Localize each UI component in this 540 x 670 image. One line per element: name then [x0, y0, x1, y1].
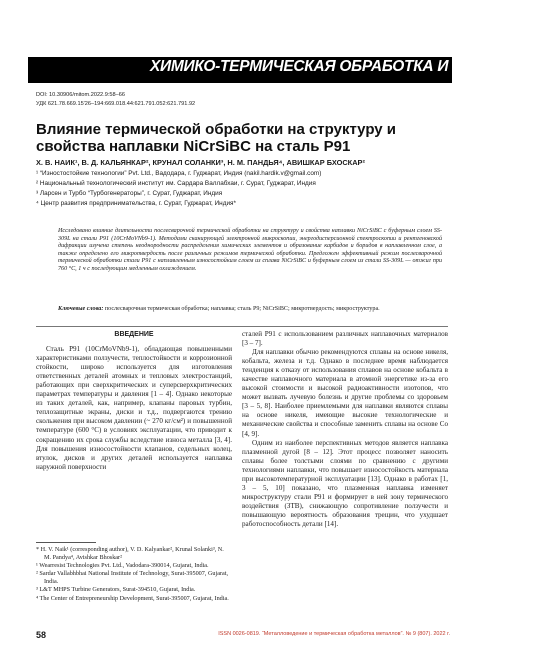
footnote-1: ¹ Wearresist Technologies Pvt. Ltd., Vadodara-390014, Gujarat, India.	[36, 562, 209, 570]
article-title: Влияние термической обработки на структуру и свойства наплавки NiCrSiBC на сталь P91	[36, 121, 397, 155]
section-heading: ВВЕДЕНИЕ	[114, 331, 154, 338]
intro-paragraph-continued: сталей P91 с использованием различных наплавочных материалов [3 – 7].	[242, 330, 448, 348]
udk: УДК 621.78.669.15'26–194:669.018.44:621.791.052:621.791.92	[36, 101, 196, 107]
keywords-label: Ключевые слова:	[58, 306, 104, 312]
section-rubric: ХИМИКО-ТЕРМИЧЕСКАЯ ОБРАБОТКА И ПОКРЫТИЯ	[150, 58, 540, 75]
doi[interactable]: DOI: 10.30906/mitom.2022.9:58–66	[36, 92, 125, 98]
journal-citation: ISSN 0026-0819. “Металловедение и термическая обработка металлов”. № 9 (807). 2022 г.	[218, 631, 450, 637]
footnote-2: ² Sardar Vallabhbhai National Institute of Technology, Surat-395007, Gujarat, India.	[36, 570, 229, 586]
left-column	[36, 330, 232, 472]
footnote-3: ³ L&T MHPS Turbine Generators, Surat-394510, Gujarat, India.	[36, 586, 196, 594]
footnotes	[36, 546, 232, 603]
divider	[36, 326, 448, 327]
affiliation-4: ⁴ Центр развития предпринимательства, г. Сурат, Гуджарат, Индия*	[36, 200, 236, 207]
affiliation-2: ² Национальный технологический институт им. Сардара Валлабхаи, г. Сурат, Гуджарат, Индия	[36, 180, 316, 187]
footnote-divider	[36, 542, 96, 543]
intro-paragraph-2: Для наплавки обычно рекомендуются сплавы на основе никеля, кобальта, железа и т.д. Однако в последнее время наблюдается тенденция к отказу от использования сплавов на основе кобальта в качестве наплавочного материала в атомной энергетике из-за его высокой стоимости и высокой радиоактивности изотопов, что может вызвать лучевую болезнь и другие проблемы со здоровьем [3 – 5, 8]. Наиболее приемлемыми для наплавки являются сплавы на основе никеля, имеющие высокие технологические и механические свойства и способные заменить сплавы на основе Co [4, 9].	[242, 348, 448, 438]
footnote-authors: * H. V. Naik¹ (corresponding author), V. D. Kalyankar², Krunal Solanki³, N. M. Pandya⁴, Avishkar Bhoskar²	[36, 546, 224, 562]
affiliation-1: ¹ “Изностостойкие технологии” Pvt. Ltd., Вадодара, г. Гуджарат, Индия (nakil.hardik.v@gmail.com)	[36, 170, 322, 177]
footnote-4: ⁴ The Center of Entrepreneurship Development, Surat-395007, Gujarat, India.	[36, 594, 229, 602]
keywords-text: послесварочная термическая обработка; наплавка; сталь P9; NiCrSiBC; микротвердость; микроструктура.	[104, 306, 380, 312]
right-column	[242, 330, 448, 529]
intro-paragraph-3: Одним из наиболее перспективных методов является наплавка плазменной дугой [8 – 12]. Этот процесс позволяет наносить сплавы более толстыми слоями по сравнению с другими технологиями наплавки, что повышает износостойкость материала при высокотемпературной эксплуатации [13]. Однако в работах [1, 3 – 5, 10] показано, что плазменная наплавка изменяет микроструктуру стали P91 и формирует в ней зону термического воздействия (ЗТВ), снижающую сопротивление ползучести и повышающую вероятность образования трещин, что ухудшает работоспособность детали [14].	[242, 438, 448, 528]
page-number: 58	[36, 630, 47, 640]
abstract: Исследовано влияние длительности послесварочной термической обработки на структуру и свойства наплавки NiCrSiBC с буферным слоем SS-309L на стали P91 (10CrMoVNb9-1). Методами сканирующей электронной микроскопии, энергодисперсионной спектроскопии и рентгеновской дифракции изучена степень неоднородности распределения химических элементов и образование карбидов и боридов в наплавленном слое, а также определено его микротвердость после различных режимов термической обработки. Предложен эффективный режим послесварочной термической обработки стали P91 с наплавленным износостойким слоем из сплава NiCrSiBC и буферным слоем из стали SS-309L — отжиг при 760 °С, 1 ч с последующим медленным охлаждением.	[58, 228, 442, 272]
keywords	[58, 306, 442, 314]
affiliation-3: ³ Ларсен и Турбо “Турбогенераторы”, г. Сурат, Гуджарат, Индия	[36, 190, 223, 197]
intro-paragraph-1: Сталь P91 (10CrMoVNb9-1), обладающая повышенными характеристиками ползучести, теплостойкости и коррозионной стойкости, широко используется для изготовления ответственных деталей атомных и тепловых электростанций, работающих при сверхкритических и суперсверхкритических параметрах температуры и давления [1 – 4]. Однако некоторые из таких деталей, как, например, клапаны паровых турбин, теплозащитные экраны, диски и т.д., подвергаются трению скольжения при высоком давлении (~ 270 кг/см²) и повышенной температуре (600 °С) в условиях эксплуатации, что приводит к сокращению их срока службы вследствие износа металла [3, 4]. Для повышения износостойкости клапанов, седельных колец, втулок, дисков и других деталей используется наплавка наружной поверхности	[36, 345, 232, 471]
authors: Х. В. НАИК¹, В. Д. КАЛЬЯНКАР², КРУНАЛ СОЛАНКИ³, Н. М. ПАНДЬЯ⁴, АВИШКАР БХОСКАР²	[36, 158, 365, 167]
